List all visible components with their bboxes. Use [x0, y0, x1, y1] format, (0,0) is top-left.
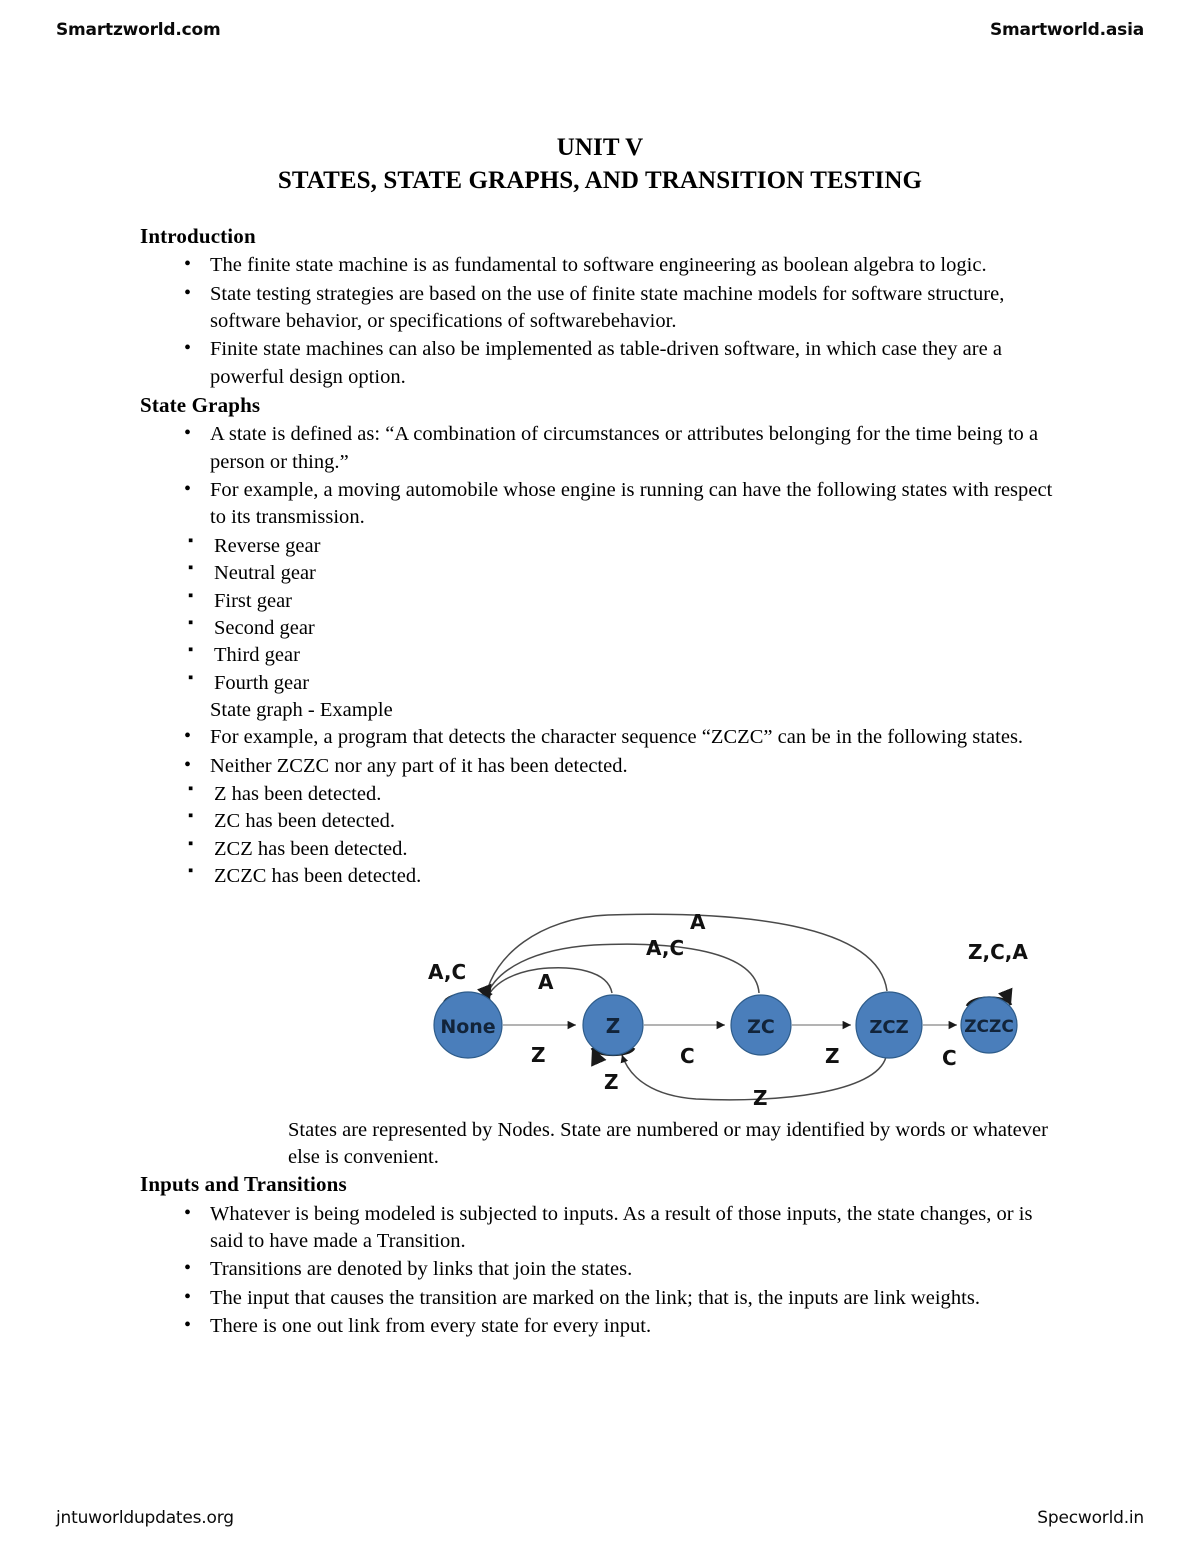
edge-label-z-self: Z [604, 1069, 619, 1094]
list-item: • State testing strategies are based on the use of finite state machine models for software structure, software behavior, or specifications of softwarebehavior. [140, 281, 1060, 336]
list-item: • Whatever is being modeled is subjected to inputs. As a result of those inputs, the state changes, or is said to have made a Transition. [140, 1201, 1060, 1256]
list-item: ▪ Neutral gear [140, 560, 1060, 587]
state-node-z[interactable] [583, 995, 643, 1055]
list-item: • Finite state machines can also be implemented as table-driven software, in which case they are a powerful design option. [140, 336, 1060, 391]
edge-label-zcz-to-zczc: C [942, 1045, 957, 1070]
state-node-zcz[interactable] [856, 992, 922, 1058]
list-item: ▪ Second gear [140, 615, 1060, 642]
page-footer [0, 1508, 1200, 1528]
heading-inputs-and-transitions: Inputs and Transitions [140, 1172, 347, 1197]
footer-left-label: jntuworldupdates.org [56, 1508, 234, 1528]
list-item: • There is one out link from every state for every input. [140, 1313, 1060, 1340]
document-body [140, 132, 1060, 1341]
state-node-none[interactable] [434, 992, 502, 1058]
inputs-transitions-bullet-list [140, 1201, 1060, 1341]
zczc-bullet-list [140, 724, 1060, 780]
edge-label-z-to-none: A [538, 969, 554, 994]
state-node-label: ZC [747, 1015, 775, 1038]
list-item: ▪ First gear [140, 588, 1060, 615]
list-item: • The finite state machine is as fundamental to software engineering as boolean algebra to logic. [140, 252, 1060, 279]
list-item: • Neither ZCZC nor any part of it has been detected. [140, 753, 1060, 780]
footer-right-label: Specworld.in [1037, 1508, 1144, 1528]
figure-caption: States are represented by Nodes. State are numbered or may identified by words or whatever else is convenient. [288, 1118, 1048, 1168]
header-left-label: Smartzworld.com [56, 20, 221, 40]
title-line-2: STATES, STATE GRAPHS, AND TRANSITION TESTING [277, 166, 923, 194]
list-item: • A state is defined as: “A combination of circumstances or attributes belonging for the time being to a person or thing.” [140, 421, 1060, 476]
state-node-label: None [440, 1015, 496, 1038]
state-graph-example-subcaption: State graph - Example [210, 698, 393, 721]
state-node-label: ZCZ [869, 1016, 909, 1038]
edge-label-zc-to-zcz: Z [825, 1043, 840, 1068]
edge-label-z-to-zc: C [680, 1043, 695, 1068]
state-diagram-svg [140, 907, 1060, 1107]
introduction-bullet-list [140, 252, 1060, 391]
state-node-label: Z [605, 1013, 621, 1038]
state-node-zc[interactable] [731, 995, 791, 1055]
state-transition-diagram [140, 907, 1060, 1107]
gear-state-list [140, 533, 1060, 697]
list-item: ▪ ZCZ has been detected. [140, 836, 1060, 863]
title-line-1: UNIT V [556, 134, 644, 161]
edge-label-zcz-to-none: A [690, 909, 706, 934]
edge-label-none-to-z: Z [531, 1042, 546, 1067]
edge-label-zcz-to-z: Z [753, 1085, 768, 1107]
header-right-label: Smartworld.asia [989, 20, 1144, 40]
page-title [140, 132, 1060, 197]
page-header [0, 20, 1200, 40]
list-item: • Transitions are denoted by links that join the states. [140, 1256, 1060, 1283]
state-node-zczc[interactable] [961, 997, 1017, 1053]
edge-label-zc-to-none: A,C [646, 935, 685, 960]
list-item: ▪ Reverse gear [140, 533, 1060, 560]
detected-state-list [140, 781, 1060, 890]
state-graphs-bullet-list [140, 421, 1060, 531]
list-item: ▪ ZC has been detected. [140, 808, 1060, 835]
list-item: • The input that causes the transition are marked on the link; that is, the inputs are link weights. [140, 1285, 1060, 1312]
heading-state-graphs: State Graphs [140, 393, 261, 418]
list-item: ▪ Fourth gear [140, 670, 1060, 697]
list-item: • For example, a moving automobile whose engine is running can have the following states with respect to its transmission. [140, 477, 1060, 532]
list-item: • For example, a program that detects the character sequence “ZCZC” can be in the following states. [140, 724, 1060, 751]
list-item: ▪ Z has been detected. [140, 781, 1060, 808]
list-item: ▪ Third gear [140, 642, 1060, 669]
state-node-label: ZCZC [964, 1016, 1014, 1037]
list-item: ▪ ZCZC has been detected. [140, 863, 1060, 890]
edge-label-none-self: A,C [428, 959, 467, 984]
edge-label-zczc-self: Z,C,A [968, 939, 1028, 964]
heading-introduction: Introduction [140, 224, 256, 248]
